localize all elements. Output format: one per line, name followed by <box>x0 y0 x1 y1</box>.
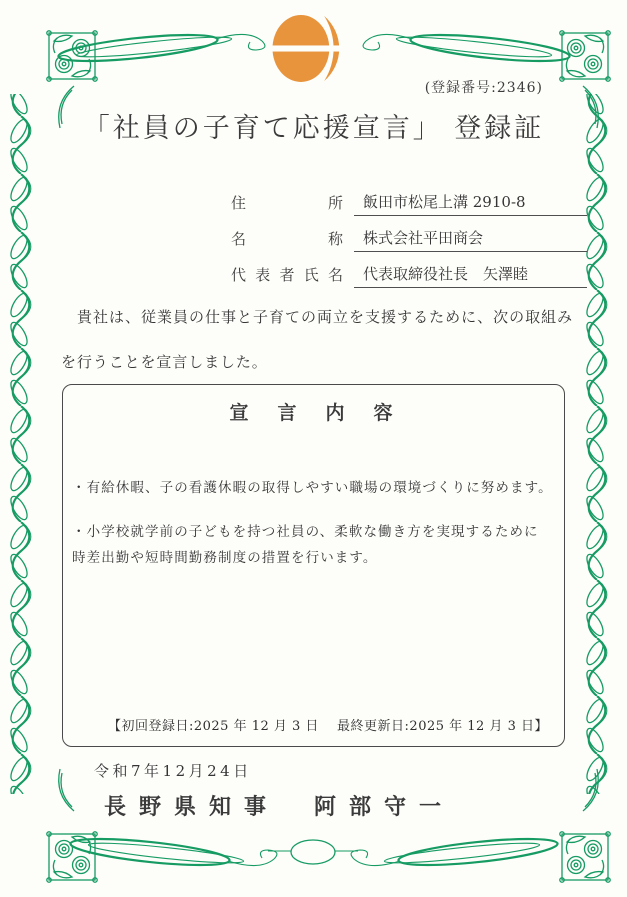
address-label <box>231 192 343 216</box>
registration-dates: 【初回登録日:2025 年 12 月 3 日 最終更新日:2025 年 12 月 3 日】 <box>107 719 548 734</box>
label-char: 表 <box>255 266 271 284</box>
name-value: 株式会社平田商会 <box>354 227 587 252</box>
label-char: 名 <box>327 266 343 284</box>
address-row <box>231 180 587 216</box>
representative-value: 代表取締役社長 矢澤睦 <box>354 263 587 288</box>
issue-date: 令和7年12月24日 <box>94 762 252 780</box>
registrant-fields <box>231 180 587 288</box>
name-label <box>231 228 343 252</box>
declaration-box <box>62 384 565 747</box>
declaration-item-continued: 時差出勤や短時間勤務制度の措置を行います。 <box>72 550 378 566</box>
declaration-item: ・有給休暇、子の看護休暇の取得しやすい職場の環境づくりに努めます。 <box>72 480 553 496</box>
name-row <box>231 216 587 252</box>
declaration-statement: 貴社は、従業員の仕事と子育ての両立を支援するために、次の取組みを行うことを宣言しました。 <box>61 308 573 371</box>
orange-globe-logo-icon <box>270 12 348 85</box>
label-char: 住 <box>231 194 247 212</box>
label-char: 者 <box>279 266 295 284</box>
label-char: 名 <box>231 230 247 248</box>
governor-signature: 長野県知事 阿部守一 <box>104 794 455 820</box>
label-char: 氏 <box>303 266 319 284</box>
label-char: 所 <box>327 194 343 212</box>
representative-label <box>231 264 343 288</box>
declaration-items <box>72 475 556 571</box>
label-char: 代 <box>231 266 247 284</box>
certificate-title: 「社員の子育て応援宣言」 登録証 <box>82 113 545 144</box>
representative-row <box>231 252 587 288</box>
address-value: 飯田市松尾上溝 2910-8 <box>354 191 587 216</box>
label-char: 称 <box>327 230 343 248</box>
declaration-item: ・小学校就学前の子どもを持つ社員の、柔軟な働き方を実現するために <box>72 524 539 540</box>
declaration-heading: 宣 言 内 容 <box>229 402 398 424</box>
registration-number: (登録番号:2346) <box>424 80 543 96</box>
